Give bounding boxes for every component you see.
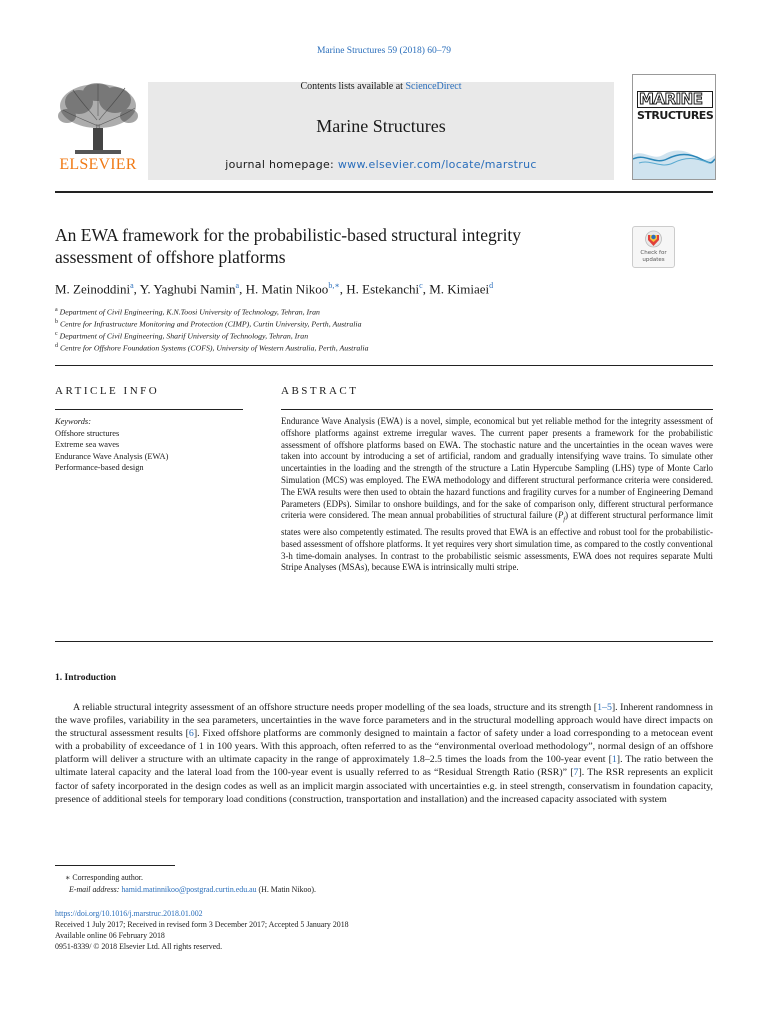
keyword-item: Performance-based design	[55, 463, 144, 472]
affiliation-text: Centre for Offshore Foundation Systems (COFS), University of Western Australia, Perth, Australia	[59, 343, 369, 353]
elsevier-wordmark[interactable]: ELSEVIER	[59, 156, 137, 173]
intro-text: ]. Fixed offshore platforms are commonly designed to maintain a factor of safety under a load corresponding to a metocean event with a probability of exceedance of 1 in 100 years. With this approach, often referred to as the “environmental overload methodology”, normal design of an offshore platform will deliver a structure with an ultimate capacity in the range of approximately 1.8–2.5 times the loads from the 100-year event [	[55, 728, 713, 766]
author-list	[55, 281, 493, 297]
author-sup[interactable]: a	[130, 281, 134, 290]
keyword-item: Endurance Wave Analysis (EWA)	[55, 451, 169, 461]
pf-letter: P	[558, 510, 564, 521]
header-rule	[55, 191, 713, 193]
email-label: E-mail address:	[69, 885, 122, 894]
reference-link[interactable]: 1–5	[597, 702, 612, 713]
author-separator: ,	[422, 281, 430, 297]
journal-reference-link[interactable]: Marine Structures 59 (2018) 60–79	[316, 46, 452, 56]
crossmark-icon	[645, 230, 662, 249]
copyright: 0951-8339/ © 2018 Elsevier Ltd. All rights reserved.	[55, 942, 223, 951]
author-sup[interactable]: c	[419, 281, 423, 290]
pf-subscript: f	[563, 517, 566, 524]
journal-title: Marine Structures	[316, 116, 446, 136]
affiliation-sup: b	[55, 319, 58, 325]
introduction-body	[55, 701, 713, 806]
reference-link[interactable]: 1	[611, 754, 617, 766]
affiliation-text: Centre for Infrastructure Monitoring and Protection (CIMP), Curtin University, Perth, Australia	[59, 319, 362, 329]
author-separator: ,	[239, 281, 246, 297]
affiliation-text: Department of Civil Engineering, Sharif University of Technology, Tehran, Iran	[59, 331, 309, 341]
introduction-paragraph	[55, 701, 713, 806]
author-separator: ,	[339, 281, 347, 297]
author-sup[interactable]: b,∗	[328, 281, 340, 290]
abstract-heading: ABSTRACT	[281, 385, 359, 397]
email-link[interactable]: hamid.matinnikoo@postgrad.curtin.edu.au	[121, 885, 257, 894]
keywords-label: Keywords:	[55, 417, 91, 426]
affiliation-c	[55, 331, 308, 341]
footnote-rule	[55, 865, 175, 866]
contents-line	[148, 81, 614, 92]
author-name[interactable]: H. Matin Nikoo	[245, 281, 329, 297]
intro-text: ]. The RSR represents an explicit factor of safety incorporated in the design codes as well as an implicit margin associated with uncertainties e.g. in steel strength, conservatism in foundation capacity, presence of additional steels for temporary load conditions (construction, transportation and installation) and the increased capacity associated with system	[55, 767, 714, 805]
intro-text: A reliable structural integrity assessment of an offshore structure needs proper modelling of the sea loads, structure and its strength [	[73, 702, 598, 713]
abstract-part1: Endurance Wave Analysis (EWA) is a novel, simple, economical but yet reliable method for the integrity assessment of offshore platforms against extreme irregular waves. The current paper presents a framework for the probabilistic assessment of offshore platforms based on EWA. The stochastic nature and the uncertainties in the ocean waves were taken into account by introducing a set of artificial, random and gradually intensifying wave trains. To simulate other uncertainties in the loading and the strength of the structure a Latin Hypercube Sampling (LHS) type of Monte Carlo Simulation (MCS) was employed. The EWA methodology and different structural performance criteria were considered. The EWA results were then used to obtain the hazard functions and fragility curves for a number of Engineering Demand Parameters (EDPs). Similar to onshore buildings, and for the sake of comparison only, different structural performance criteria were considered. The mean annual probabilities of structural failure (	[281, 416, 713, 521]
affiliation-sup: a	[55, 307, 58, 313]
affiliation-b	[55, 319, 361, 329]
article-info-heading: ARTICLE INFO	[55, 385, 160, 397]
introduction-heading: 1. Introduction	[55, 673, 117, 683]
abstract-text	[281, 416, 713, 574]
keywords-block	[55, 416, 168, 474]
doi-link[interactable]: https://doi.org/10.1016/j.marstruc.2018.01.002	[55, 909, 203, 918]
reference-link[interactable]: 6	[188, 728, 194, 740]
journal-cover[interactable]	[632, 74, 716, 180]
reference-link[interactable]: 7	[573, 767, 579, 779]
journal-homepage	[148, 158, 614, 171]
email-suffix: (H. Matin Nikoo).	[256, 885, 316, 894]
author-sup[interactable]: d	[489, 281, 494, 290]
abstract-rule	[281, 409, 713, 410]
available-online: Available online 06 February 2018	[55, 931, 165, 940]
keyword-item: Offshore structures	[55, 428, 120, 438]
affiliation-d	[55, 343, 369, 353]
abstract-end-rule	[55, 641, 713, 642]
homepage-link[interactable]: www.elsevier.com/locate/marstruc	[337, 158, 537, 171]
received-dates: Received 1 July 2017; Received in revised form 3 December 2017; Accepted 5 January 2018	[55, 920, 349, 929]
cover-title	[637, 91, 713, 123]
author-name[interactable]: M. Kimiaei	[429, 281, 490, 297]
cover-title-line2: STRUCTURES	[637, 109, 714, 122]
article-title-line1: An EWA framework for the probabilistic-based structural integrity	[55, 225, 522, 245]
keyword-item: Extreme sea waves	[55, 440, 120, 449]
cover-title-line1: MARINE	[637, 91, 713, 108]
contents-prefix: Contents lists available at	[300, 81, 406, 92]
intro-text: ]. Inherent randomness in the wave profiles, variability in the sea parameters, uncertainties in the wave force parameters and in the structural modelling approach would have direct impacts on the structural assessment results [	[55, 702, 713, 740]
crossmark-line2: updates	[642, 256, 665, 263]
affiliation-sup: c	[55, 331, 58, 337]
author-name[interactable]: H. Estekanchi	[346, 281, 420, 297]
email-note	[69, 885, 316, 894]
section-rule	[55, 365, 713, 366]
article-info-rule	[55, 409, 243, 410]
corresponding-author-note	[55, 873, 143, 882]
sciencedirect-link[interactable]: ScienceDirect	[405, 81, 462, 92]
author-name[interactable]: Y. Yaghubi Namin	[139, 281, 236, 297]
homepage-prefix: journal homepage:	[225, 158, 338, 171]
intro-text: ]. The ratio between the ultimate lateral capacity and the lateral load from the 100-year event is usually referred to as “Residual Strength Ratio (RSR)” [	[55, 754, 713, 779]
footnote-text: Corresponding author.	[72, 873, 143, 882]
author-separator: ,	[133, 281, 140, 297]
author-name[interactable]: M. Zeinoddini	[55, 281, 131, 297]
footnote-star: ∗	[65, 873, 71, 882]
crossmark-line1: Check for	[640, 250, 667, 256]
author-sup[interactable]: a	[235, 281, 240, 290]
article-title-line2: assessment of offshore platforms	[55, 247, 286, 267]
check-for-updates-badge[interactable]	[632, 226, 675, 268]
article-title	[55, 224, 615, 268]
elsevier-tree-logo-icon	[55, 80, 141, 156]
affiliation-a	[55, 307, 320, 317]
abstract-part2: ) at different structural performance limit states were also competently estimated. The results proved that EWA is an effective and robust tool for the probabilistic-based assessment of offshore platforms. It yet requires very short simulation time, as compared to the costly conventional 3-h time-domain analyses. In contrast to the probabilistic seismic assessments, EWA does not requires separate Multi Stripe Analyses (MSAs), because EWA is intrinsically multi stripe.	[281, 510, 713, 573]
affiliation-sup: d	[55, 343, 58, 349]
cover-wave-icon	[633, 135, 715, 179]
affiliation-text: Department of Civil Engineering, K.N.Toosi University of Technology, Tehran, Iran	[59, 307, 320, 317]
